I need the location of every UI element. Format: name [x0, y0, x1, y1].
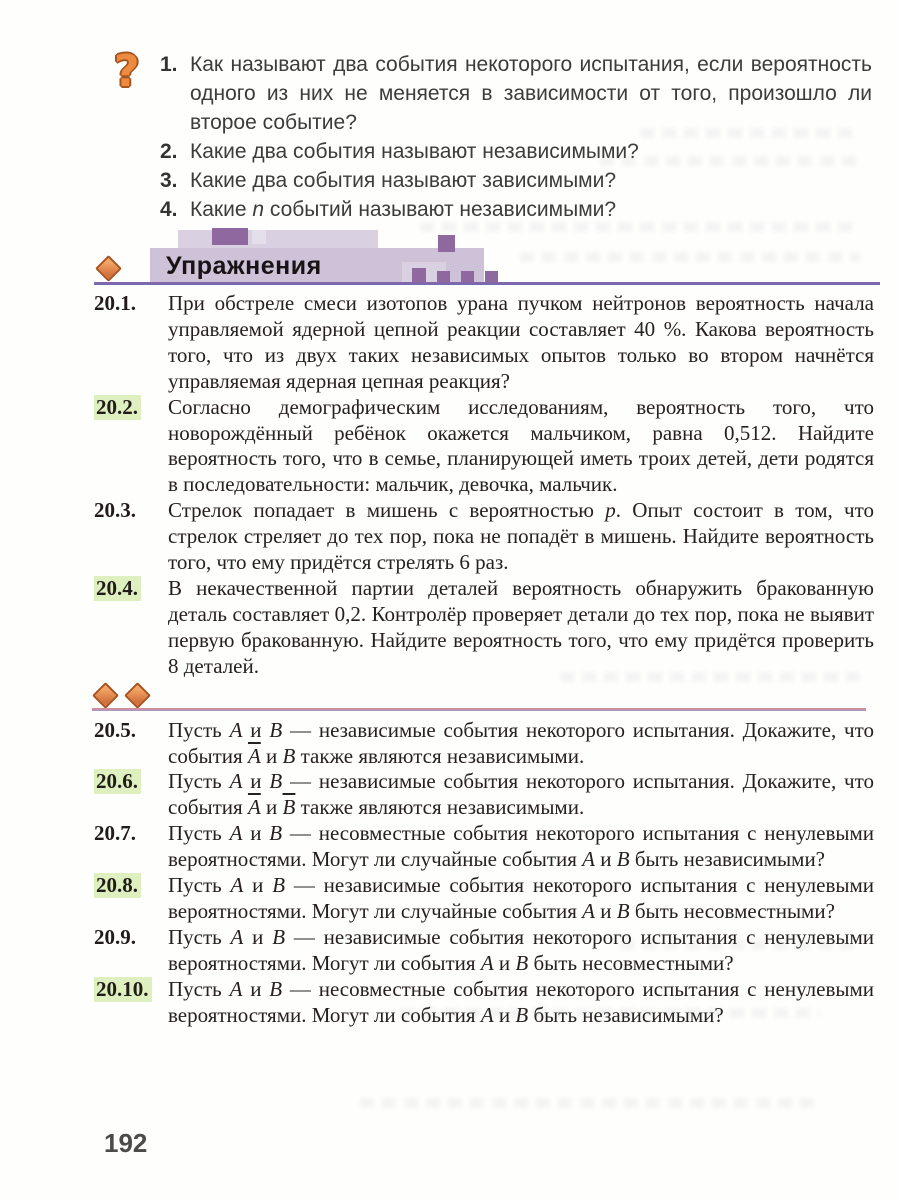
exercises-group-advanced: [94, 718, 874, 1029]
question-number: 2.: [160, 140, 178, 163]
math-symbol: $\overline{A}$: [247, 743, 261, 768]
questions-block: [112, 46, 872, 224]
exercise-number: [94, 576, 168, 602]
header-decor-square: [212, 228, 248, 245]
math-symbol: B: [272, 924, 286, 949]
exercise-number: [94, 873, 168, 899]
exercises-section: [94, 291, 874, 1028]
exercise-text: В некачественной партии деталей вероятность обнаружить бракованную деталь составляет 0,2. Контролёр проверяет детали до тех пор, пока не выявит первую бракованную. Найдите вероятность того, что ему придётся проверить 8 деталей.: [168, 575, 874, 678]
diamond-icon: [95, 255, 122, 282]
math-symbol: A: [229, 717, 243, 742]
exercise-item: [94, 291, 874, 395]
math-symbol: B: [269, 976, 283, 1001]
exercise-text: Пусть A и B — независимые события некоторого испытания с ненулевыми вероятностями. Могут ли случайные события A и B быть несовместными?: [168, 873, 874, 923]
highlighted-exercise-number: 20.4.: [94, 576, 141, 601]
math-symbol: A: [230, 873, 244, 898]
math-symbol: A: [582, 898, 595, 923]
math-symbol: $\overline{A}$: [247, 795, 261, 820]
highlighted-exercise-number: 20.2.: [94, 395, 141, 420]
question-item: [160, 195, 872, 224]
math-symbol: B: [269, 769, 283, 794]
exercises-group-basic: [94, 291, 874, 680]
exercise-number: 20.5.: [94, 717, 136, 742]
header-decor-square: [438, 235, 455, 252]
question-number: 1.: [160, 53, 178, 76]
questions-list: [160, 50, 872, 224]
math-symbol: B: [515, 1002, 529, 1027]
math-symbol: A: [480, 950, 494, 975]
math-symbol: B: [269, 821, 283, 846]
exercise-text: Пусть A и B — независимые события некоторого испытания с ненулевыми вероятностями. Могут ли события A и B быть несовместными?: [168, 924, 874, 975]
header-decor-square: [412, 268, 426, 282]
scan-bleed-artifact: [520, 252, 860, 262]
exercise-number: 20.7.: [94, 821, 136, 846]
question-text: Как называют два события некоторого испытания, если вероятность одного из них не меняется в зависимости от того, произошло ли второе событие?: [190, 53, 872, 134]
section-rule: [94, 282, 880, 285]
exercises-header-label: Упражнения: [166, 252, 322, 280]
exercise-text: При обстреле смеси изотопов урана пучком нейтронов вероятность начала управляемой ядерной цепной реакции составляет 40 %. Какова вероятность того, что из двух таких независимых опытов только во втором начнётся управляемая ядерная цепная реакция?: [168, 291, 874, 393]
math-symbol: A: [230, 924, 244, 949]
math-symbol: p: [605, 498, 616, 523]
math-symbol: B: [616, 847, 630, 872]
math-symbol: A: [229, 821, 243, 846]
exercise-item: [94, 873, 874, 925]
math-symbol: A: [582, 847, 595, 872]
question-mark-icon: ?: [114, 46, 140, 97]
separator-rule: [92, 708, 866, 711]
diamond-icon: [92, 682, 119, 709]
header-decor-square: [252, 230, 266, 244]
exercise-text: Согласно демографическим исследованиям, вероятность того, что новорождённый ребёнок окажется мальчиком, равна 0,512. Найдите вероятность того, что в семье, планирующей иметь троих детей, дети родятся в последовательности: мальчик, девочка, мальчик.: [168, 394, 874, 497]
math-symbol: A: [229, 976, 243, 1001]
math-symbol: B: [269, 717, 283, 742]
exercise-number: 20.1.: [94, 291, 136, 315]
exercise-item: [94, 498, 874, 576]
question-number: 4.: [160, 198, 178, 221]
exercise-item: [94, 977, 874, 1029]
question-item: [160, 50, 872, 137]
exercise-number: 20.3.: [94, 498, 136, 523]
exercise-item: [94, 769, 874, 821]
exercise-text: Пусть A и B — независимые события некоторого испытания. Докажите, что события $\overline{A}$ и B также являются независимыми.: [168, 717, 874, 768]
exercise-item: [94, 718, 874, 770]
highlighted-exercise-number: 20.6.: [94, 769, 141, 794]
math-symbol: A: [480, 1002, 494, 1027]
header-decor-block: [178, 230, 378, 250]
highlighted-exercise-number: 20.10.: [94, 977, 152, 1002]
math-symbol: A: [229, 769, 243, 794]
exercise-text: Пусть A и B — независимые события некоторого испытания. Докажите, что события $\overline{A}$ и $\overline{B}$ также являются независимыми.: [168, 769, 874, 820]
highlighted-exercise-number: 20.8.: [94, 873, 141, 898]
exercise-number: [94, 769, 168, 795]
question-number: 3.: [160, 169, 178, 192]
exercise-text: Стрелок попадает в мишень с вероятностью p. Опыт состоит в том, что стрелок стреляет до тех пор, пока не попадёт в мишень. Найдите вероятность того, что ему придётся стрелять 6 раз.: [168, 498, 874, 575]
question-text: Какие n событий называют независимыми?: [190, 198, 617, 221]
scan-bleed-artifact: [360, 1098, 820, 1108]
math-symbol: $\overline{B}$: [282, 795, 296, 820]
question-item: [160, 137, 872, 166]
question-text: Какие два события называют независимыми?: [190, 140, 639, 163]
exercise-item: [94, 821, 874, 873]
exercise-number: [94, 977, 168, 1003]
math-symbol: B: [272, 873, 286, 898]
math-symbol: B: [515, 950, 529, 975]
page-number: 192: [104, 1128, 148, 1158]
exercise-text: Пусть A и B — несовместные события некоторого испытания с ненулевыми вероятностями. Могут ли случайные события A и B быть независимыми?: [168, 821, 874, 872]
question-text: Какие два события называют зависимыми?: [190, 169, 617, 192]
exercise-item: [94, 925, 874, 977]
exercise-item: [94, 576, 874, 680]
diamond-icon: [124, 682, 151, 709]
question-item: [160, 166, 872, 195]
math-symbol: B: [616, 898, 630, 923]
exercise-number: 20.9.: [94, 924, 136, 949]
exercise-number: [94, 395, 168, 421]
exercises-header: [150, 228, 530, 288]
math-symbol: n: [252, 198, 265, 221]
exercise-item: [94, 395, 874, 499]
section-separator: [92, 682, 874, 714]
math-symbol: B: [282, 743, 296, 768]
exercise-text: Пусть A и B — несовместные события некоторого испытания с ненулевыми вероятностями. Могут ли события A и B быть независимыми?: [168, 976, 874, 1027]
